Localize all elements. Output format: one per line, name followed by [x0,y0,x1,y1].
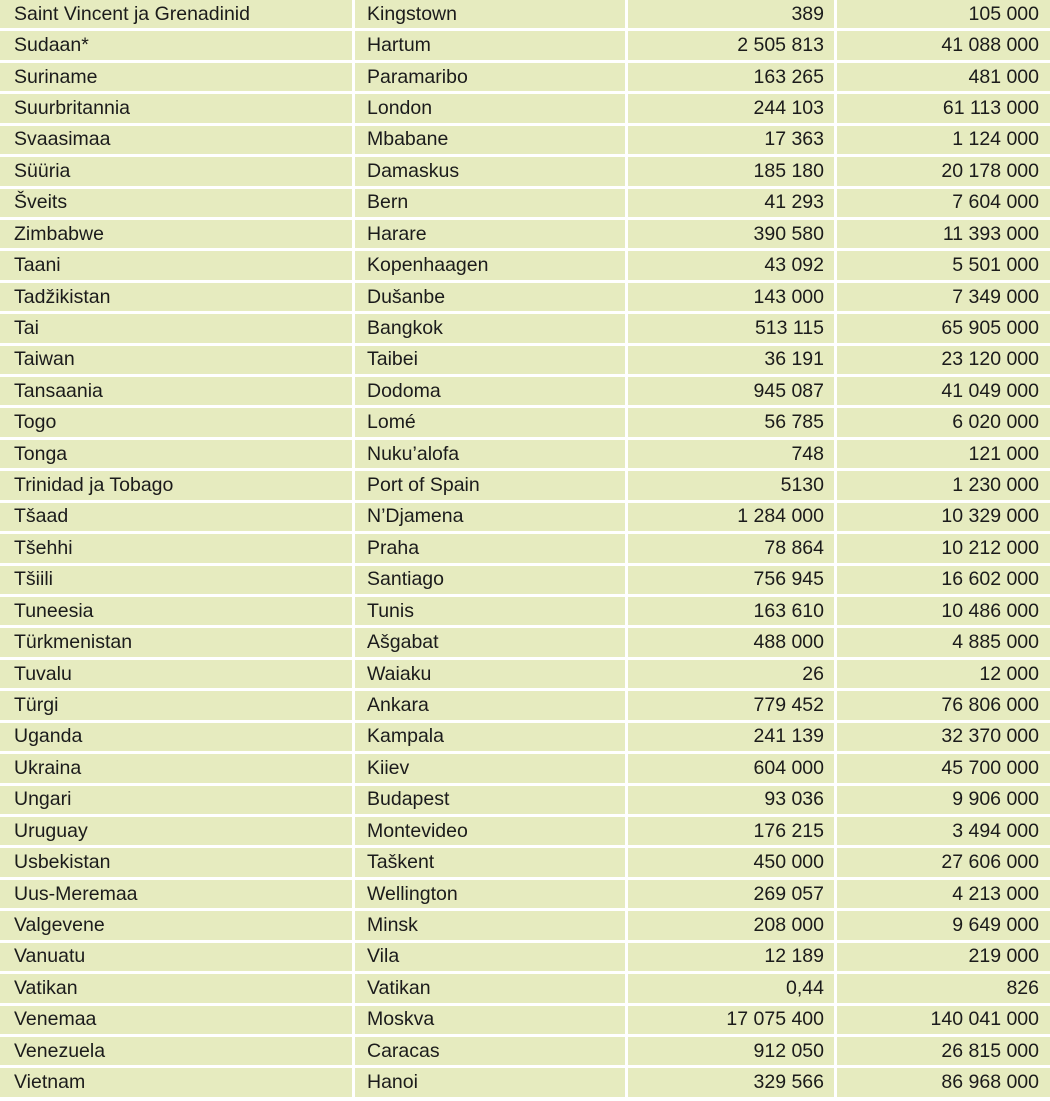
population-cell: 32 370 000 [837,723,1050,751]
area-cell: 513 115 [628,314,834,342]
population-cell: 11 393 000 [837,220,1050,248]
capital-cell: Praha [355,534,625,562]
population-cell: 16 602 000 [837,566,1050,594]
population-cell: 41 088 000 [837,31,1050,59]
table-row [0,0,1050,31]
population-cell: 1 124 000 [837,126,1050,154]
country-cell: Süüria [0,157,352,185]
capital-cell: Dodoma [355,377,625,405]
area-cell: 56 785 [628,408,834,436]
country-cell: Uruguay [0,817,352,845]
table-row [0,723,1050,754]
country-cell: Usbekistan [0,848,352,876]
area-cell: 488 000 [628,628,834,656]
capital-cell: Ankara [355,691,625,719]
table-row [0,848,1050,879]
table-row [0,786,1050,817]
population-cell: 12 000 [837,660,1050,688]
area-cell: 12 189 [628,943,834,971]
table-row [0,817,1050,848]
table-row [0,220,1050,251]
population-cell: 4 213 000 [837,880,1050,908]
population-cell: 76 806 000 [837,691,1050,719]
country-cell: Togo [0,408,352,436]
country-cell: Trinidad ja Tobago [0,471,352,499]
population-cell: 9 906 000 [837,786,1050,814]
area-cell: 185 180 [628,157,834,185]
area-cell: 912 050 [628,1037,834,1065]
capital-cell: Hartum [355,31,625,59]
area-cell: 945 087 [628,377,834,405]
area-cell: 93 036 [628,786,834,814]
table-row [0,471,1050,502]
area-cell: 450 000 [628,848,834,876]
capital-cell: Santiago [355,566,625,594]
population-cell: 27 606 000 [837,848,1050,876]
population-cell: 826 [837,974,1050,1002]
table-row [0,1006,1050,1037]
population-cell: 23 120 000 [837,346,1050,374]
area-cell: 269 057 [628,880,834,908]
table-row [0,943,1050,974]
table-row [0,31,1050,62]
area-cell: 748 [628,440,834,468]
capital-cell: Taibei [355,346,625,374]
country-cell: Zimbabwe [0,220,352,248]
capital-cell: Kampala [355,723,625,751]
area-cell: 36 191 [628,346,834,374]
table-row [0,157,1050,188]
population-cell: 20 178 000 [837,157,1050,185]
population-cell: 10 329 000 [837,503,1050,531]
table-row [0,754,1050,785]
country-cell: Tansaania [0,377,352,405]
capital-cell: Bern [355,189,625,217]
country-cell: Taiwan [0,346,352,374]
table-row [0,94,1050,125]
population-cell: 45 700 000 [837,754,1050,782]
area-cell: 389 [628,0,834,28]
table-row [0,189,1050,220]
country-cell: Uganda [0,723,352,751]
country-cell: Svaasimaa [0,126,352,154]
table-row [0,880,1050,911]
capital-cell: Caracas [355,1037,625,1065]
area-cell: 390 580 [628,220,834,248]
area-cell: 17 075 400 [628,1006,834,1034]
area-cell: 41 293 [628,189,834,217]
population-cell: 121 000 [837,440,1050,468]
capital-cell: Minsk [355,911,625,939]
population-cell: 481 000 [837,63,1050,91]
area-cell: 241 139 [628,723,834,751]
capital-cell: Bangkok [355,314,625,342]
country-cell: Venemaa [0,1006,352,1034]
table-row [0,408,1050,439]
country-cell: Taani [0,251,352,279]
population-cell: 5 501 000 [837,251,1050,279]
table-row [0,503,1050,534]
country-cell: Tuvalu [0,660,352,688]
area-cell: 604 000 [628,754,834,782]
table-row [0,534,1050,565]
capital-cell: Paramaribo [355,63,625,91]
country-cell: Šveits [0,189,352,217]
capital-cell: Damaskus [355,157,625,185]
area-cell: 244 103 [628,94,834,122]
capital-cell: Hanoi [355,1068,625,1096]
area-cell: 17 363 [628,126,834,154]
country-cell: Ukraina [0,754,352,782]
area-cell: 1 284 000 [628,503,834,531]
capital-cell: N’Djamena [355,503,625,531]
table-row [0,1068,1050,1096]
area-cell: 176 215 [628,817,834,845]
table-row [0,911,1050,942]
country-cell: Suurbritannia [0,94,352,122]
country-cell: Tai [0,314,352,342]
population-cell: 10 212 000 [837,534,1050,562]
table-row [0,628,1050,659]
capital-cell: Harare [355,220,625,248]
table-row [0,691,1050,722]
country-cell: Saint Vincent ja Grenadinid [0,0,352,28]
area-cell: 78 864 [628,534,834,562]
table-row [0,314,1050,345]
population-cell: 65 905 000 [837,314,1050,342]
country-cell: Tonga [0,440,352,468]
population-cell: 41 049 000 [837,377,1050,405]
capital-cell: Budapest [355,786,625,814]
area-cell: 779 452 [628,691,834,719]
population-cell: 7 604 000 [837,189,1050,217]
country-cell: Vietnam [0,1068,352,1096]
population-cell: 1 230 000 [837,471,1050,499]
capital-cell: London [355,94,625,122]
capital-cell: Vatikan [355,974,625,1002]
table-row [0,346,1050,377]
table-row [0,63,1050,94]
country-cell: Ungari [0,786,352,814]
capital-cell: Tunis [355,597,625,625]
country-cell: Vanuatu [0,943,352,971]
capital-cell: Mbabane [355,126,625,154]
capital-cell: Nuku’alofa [355,440,625,468]
table-row [0,1037,1050,1068]
country-cell: Suriname [0,63,352,91]
area-cell: 26 [628,660,834,688]
capital-cell: Montevideo [355,817,625,845]
population-cell: 140 041 000 [837,1006,1050,1034]
capital-cell: Lomé [355,408,625,436]
capital-cell: Wellington [355,880,625,908]
table-row [0,126,1050,157]
table-row [0,597,1050,628]
area-cell: 2 505 813 [628,31,834,59]
capital-cell: Moskva [355,1006,625,1034]
population-cell: 10 486 000 [837,597,1050,625]
population-cell: 219 000 [837,943,1050,971]
capital-cell: Ašgabat [355,628,625,656]
capital-cell: Kopenhaagen [355,251,625,279]
country-cell: Tšaad [0,503,352,531]
country-cell: Sudaan* [0,31,352,59]
capital-cell: Port of Spain [355,471,625,499]
population-cell: 7 349 000 [837,283,1050,311]
population-cell: 4 885 000 [837,628,1050,656]
country-cell: Tuneesia [0,597,352,625]
country-cell: Türgi [0,691,352,719]
country-cell: Venezuela [0,1037,352,1065]
population-cell: 9 649 000 [837,911,1050,939]
country-cell: Tšiili [0,566,352,594]
area-cell: 163 610 [628,597,834,625]
population-cell: 6 020 000 [837,408,1050,436]
area-cell: 0,44 [628,974,834,1002]
capital-cell: Waiaku [355,660,625,688]
table-row [0,440,1050,471]
table-row [0,283,1050,314]
table-row [0,377,1050,408]
country-cell: Uus-Meremaa [0,880,352,908]
population-cell: 105 000 [837,0,1050,28]
table-row [0,974,1050,1005]
population-cell: 3 494 000 [837,817,1050,845]
area-cell: 143 000 [628,283,834,311]
capital-cell: Dušanbe [355,283,625,311]
population-cell: 86 968 000 [837,1068,1050,1096]
area-cell: 756 945 [628,566,834,594]
area-cell: 329 566 [628,1068,834,1096]
capital-cell: Vila [355,943,625,971]
table-row [0,566,1050,597]
country-cell: Tadžikistan [0,283,352,311]
country-cell: Türkmenistan [0,628,352,656]
area-cell: 43 092 [628,251,834,279]
table-row [0,251,1050,282]
area-cell: 5130 [628,471,834,499]
capital-cell: Kiiev [355,754,625,782]
capital-cell: Taškent [355,848,625,876]
area-cell: 163 265 [628,63,834,91]
country-cell: Valgevene [0,911,352,939]
population-cell: 26 815 000 [837,1037,1050,1065]
capital-cell: Kingstown [355,0,625,28]
area-cell: 208 000 [628,911,834,939]
country-cell: Tšehhi [0,534,352,562]
table-row [0,660,1050,691]
country-cell: Vatikan [0,974,352,1002]
population-cell: 61 113 000 [837,94,1050,122]
